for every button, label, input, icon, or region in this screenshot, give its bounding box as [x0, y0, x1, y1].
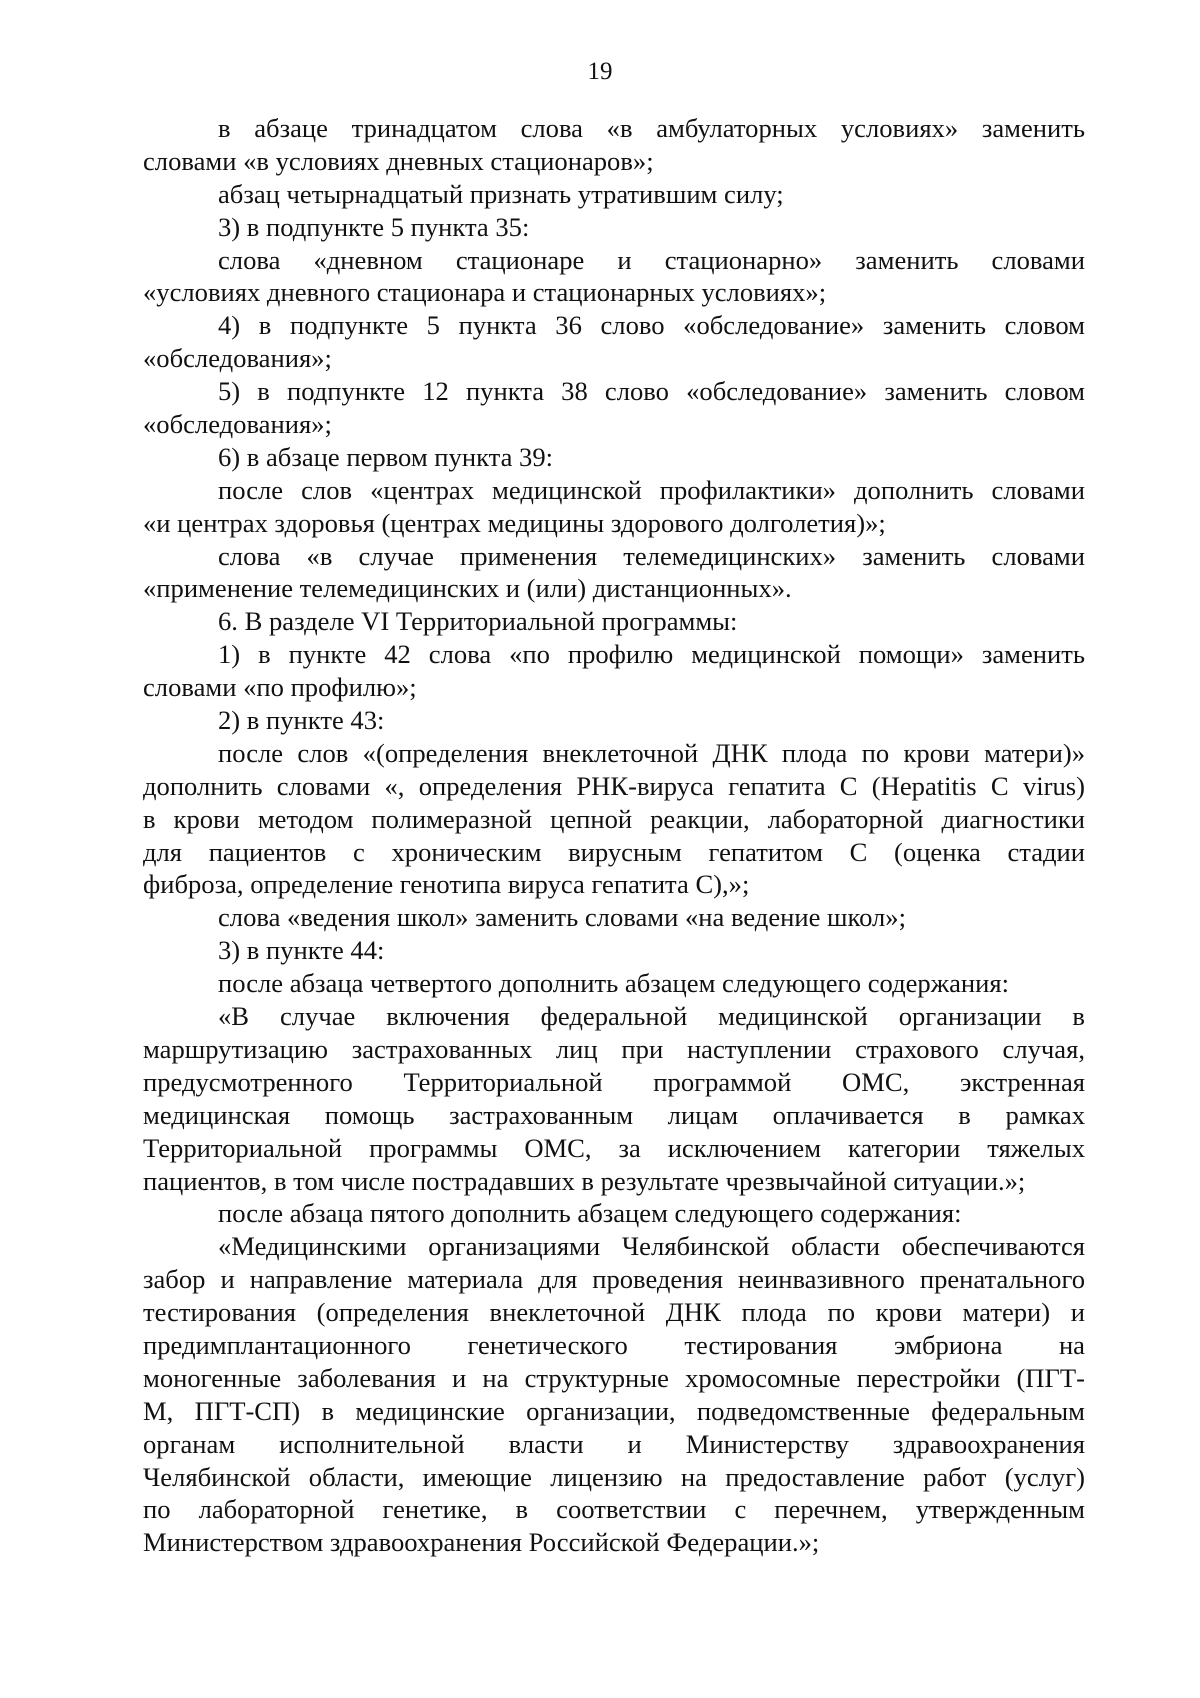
- text-line: после слов «(определения внеклеточной ДНК плода по крови матери)»: [218, 737, 1085, 768]
- text-line: «условиях дневного стационара и стационарных условиях»;: [143, 277, 827, 308]
- text-line: абзац четырнадцатый признать утратившим силу;: [218, 178, 784, 209]
- text-line: после абзаца пятого дополнить абзацем следующего содержания:: [218, 1198, 962, 1229]
- text-line: слова «в случае применения телемедицинских» заменить словами: [218, 540, 1085, 571]
- text-line: 5) в подпункте 12 пункта 38 слово «обследование» заменить словом: [218, 376, 1085, 407]
- text-line: 4) в подпункте 5 пункта 36 слово «обследование» заменить словом: [218, 310, 1085, 341]
- text-line: по лабораторной генетике, в соответствии с перечнем, утвержденным: [143, 1494, 1085, 1525]
- text-line: слова «дневном стационаре и стационарно» заменить словами: [218, 244, 1085, 275]
- text-line: М, ПГТ-СП) в медицинские организации, подведомственные федеральным: [143, 1395, 1085, 1426]
- text-line: Министерством здравоохранения Российской Федерации.»;: [143, 1527, 820, 1558]
- text-line: словами «по профилю»;: [143, 672, 417, 703]
- text-line: 6) в абзаце первом пункта 39:: [218, 441, 554, 472]
- text-line: фиброза, определение генотипа вируса гепатита С),»;: [143, 869, 750, 900]
- text-line: маршрутизацию застрахованных лиц при наступлении страхового случая,: [143, 1033, 1085, 1064]
- text-line: пациентов, в том числе пострадавших в результате чрезвычайной ситуации.»;: [143, 1165, 1026, 1196]
- text-line: «и центрах здоровья (центрах медицины здорового долголетия)»;: [143, 507, 886, 538]
- text-line: для пациентов с хроническим вирусным гепатитом С (оценка стадии: [143, 836, 1085, 867]
- text-line: слова «ведения школ» заменить словами «на ведение школ»;: [218, 902, 906, 933]
- text-line: дополнить словами «, определения РНК-вируса гепатита С (Hepatitis C virus): [143, 770, 1085, 801]
- text-line: 2) в пункте 43:: [218, 705, 385, 736]
- text-line: Челябинской области, имеющие лицензию на предоставление работ (услуг): [143, 1461, 1085, 1492]
- text-line: 3) в подпункте 5 пункта 35:: [218, 211, 530, 242]
- text-line: 6. В разделе VI Территориальной программы:: [218, 606, 738, 637]
- text-line: после абзаца четвертого дополнить абзацем следующего содержания:: [218, 968, 1009, 999]
- text-line: органам исполнительной власти и Министерству здравоохранения: [143, 1428, 1085, 1459]
- text-line: Территориальной программы ОМС, за исключением категории тяжелых: [143, 1132, 1085, 1163]
- page-number: 19: [587, 58, 613, 85]
- text-line: «обследования»;: [143, 343, 332, 374]
- text-line: 3) в пункте 44:: [218, 935, 385, 966]
- text-line: забор и направление материала для проведения неинвазивного пренатального: [143, 1264, 1085, 1295]
- text-line: словами «в условиях дневных стационаров»;: [143, 145, 654, 176]
- text-line: «Медицинскими организациями Челябинской области обеспечиваются: [218, 1231, 1085, 1262]
- text-line: «В случае включения федеральной медицинской организации в: [218, 1001, 1085, 1032]
- text-line: «применение телемедицинских и (или) дистанционных».: [143, 573, 792, 604]
- text-line: предимплантационного генетического тестирования эмбриона на: [143, 1329, 1085, 1360]
- text-line: «обследования»;: [143, 409, 332, 440]
- text-line: в абзаце тринадцатом слова «в амбулаторных условиях» заменить: [218, 113, 1085, 143]
- text-line: медицинская помощь застрахованным лицам оплачивается в рамках: [143, 1099, 1085, 1130]
- text-line: предусмотренного Территориальной программой ОМС, экстренная: [143, 1066, 1085, 1097]
- text-line: моногенные заболевания и на структурные хромосомные перестройки (ПГТ-: [143, 1362, 1085, 1393]
- text-line: тестирования (определения внеклеточной ДНК плода по крови матери) и: [143, 1297, 1085, 1328]
- text-line: после слов «центрах медицинской профилактики» дополнить словами: [218, 474, 1085, 505]
- document-body: [143, 112, 1085, 1559]
- text-line: в крови методом полимеразной цепной реакции, лабораторной диагностики: [143, 803, 1085, 834]
- text-line: 1) в пункте 42 слова «по профилю медицинской помощи» заменить: [218, 639, 1085, 670]
